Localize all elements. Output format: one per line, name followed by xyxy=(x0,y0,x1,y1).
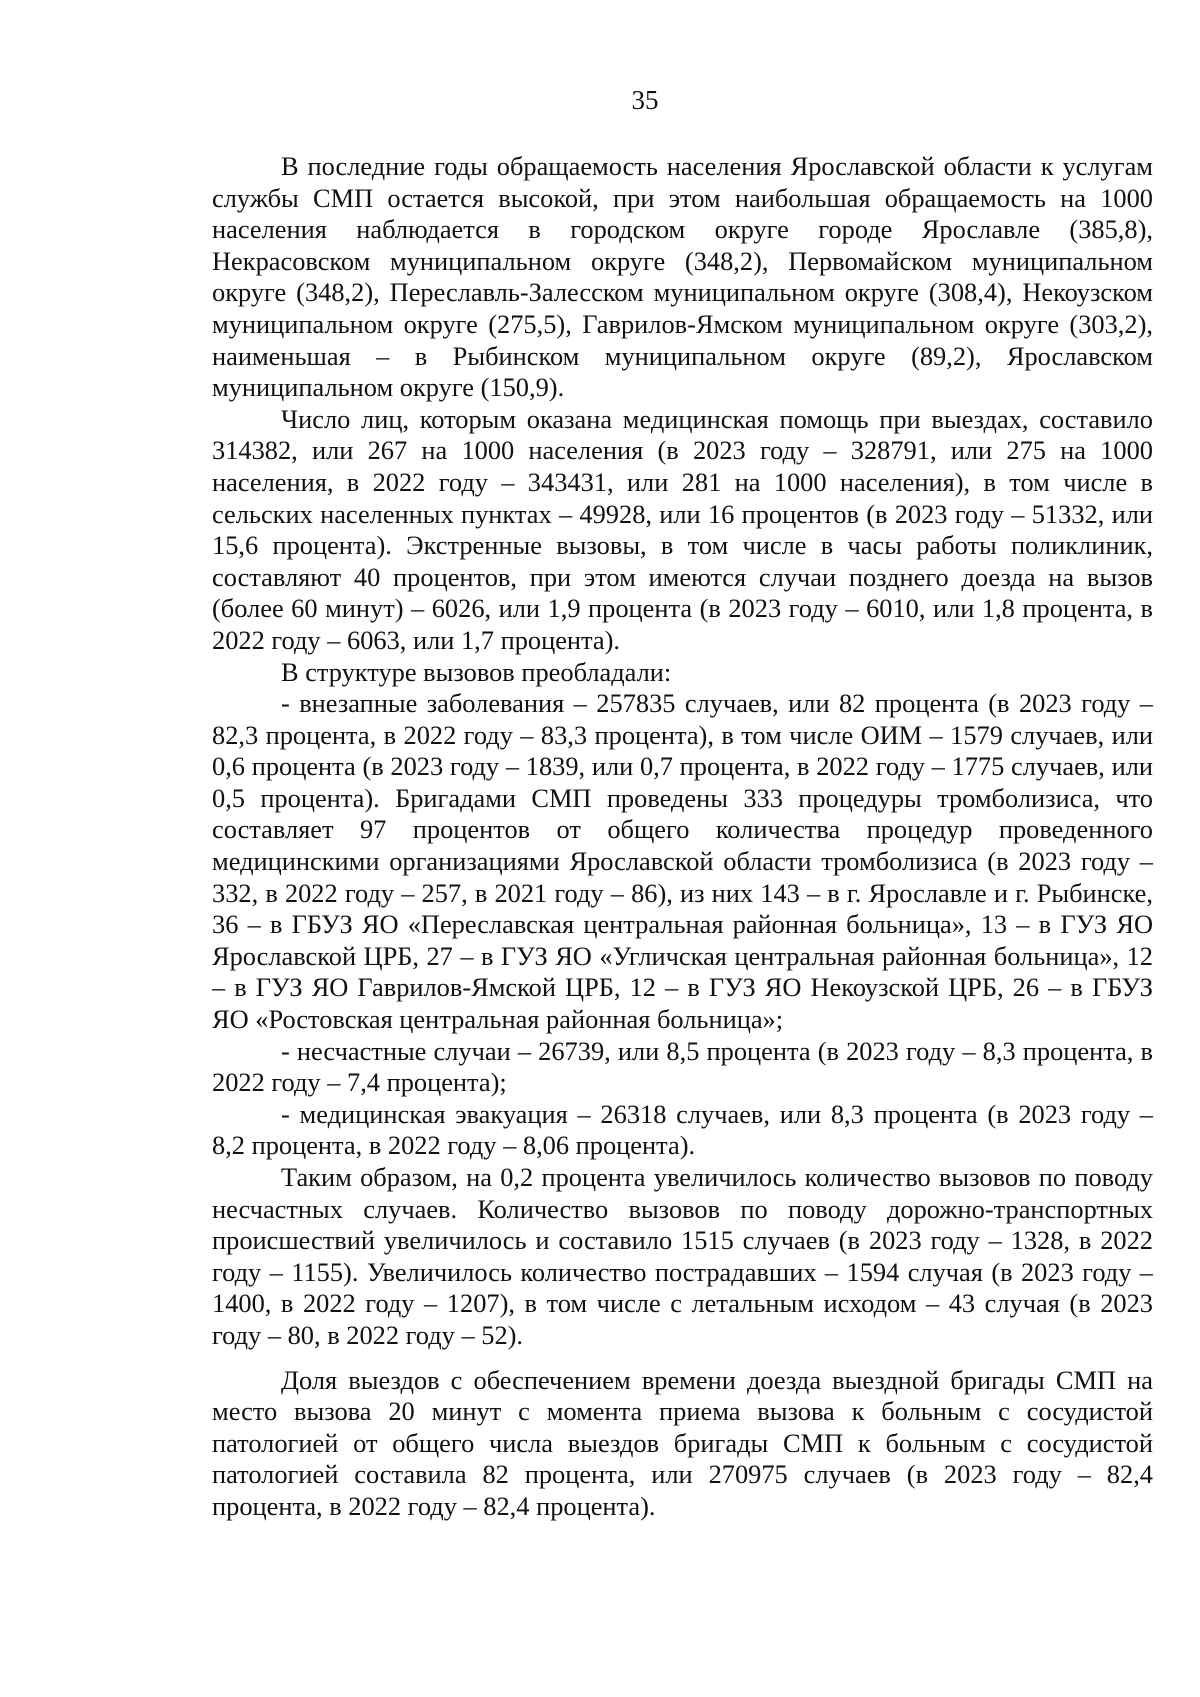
paragraph-call-rate: В последние годы обращаемость населения Ярославской области к услугам службы СМП остается высокой, при этом наибольшая обращаемость на 1000 населения наблюдается в городском округе городе Ярославле (385,8), Некрасовском муниципальном округе (348,2), Первомайском муниципальном округе (348,2), Переславль-Залесском муниципальном округе (308,4), Некоузском муниципальном округе (275,5), Гаврилов-Ямском муниципальном округе (303,2), наименьшая – в Рыбинском муниципальном округе (89,2), Ярославском муниципальном округе (150,9). xyxy=(212,151,1153,403)
list-item-sudden-illness: - внезапные заболевания – 257835 случаев, или 82 процента (в 2023 году – 82,3 процента, в 2022 году – 83,3 процента), в том числе ОИМ – 1579 случаев, или 0,6 процента (в 2023 году – 1839, или 0,7 процента, в 2022 году – 1775 случаев, или 0,5 процента). Бригадами СМП проведены 333 процедуры тромболизиса, что составляет 97 процентов от общего количества процедур проведенного медицинскими организациями Ярославской области тромболизиса (в 2023 году – 332, в 2022 году – 257, в 2021 году – 86), из них 143 – в г. Ярославле и г. Рыбинске, 36 – в ГБУЗ ЯО «Переславская центральная районная больница», 13 – в ГУЗ ЯО Ярославской ЦРБ, 27 – в ГУЗ ЯО «Угличская центральная районная больница», 12 – в ГУЗ ЯО Гаврилов-Ямской ЦРБ, 12 – в ГУЗ ЯО Некоузской ЦРБ, 26 – в ГБУЗ ЯО «Ростовская центральная районная больница»; xyxy=(212,688,1153,1035)
document-body xyxy=(212,151,1153,1523)
list-item-accidents: - несчастные случаи – 26739, или 8,5 процента (в 2023 году – 8,3 процента, в 2022 году – 7,4 процента); xyxy=(212,1035,1153,1098)
paragraph-assisted-persons: Число лиц, которым оказана медицинская помощь при выездах, составило 314382, или 267 на 1000 населения (в 2023 году – 328791, или 275 на 1000 населения, в 2022 году – 343431, или 281 на 1000 населения), в том числе в сельских населенных пунктах – 49928, или 16 процентов (в 2023 году – 51332, или 15,6 процента). Экстренные вызовы, в том числе в часы работы поликлиник, составляют 40 процентов, при этом имеются случаи позднего доезда на вызов (более 60 минут) – 6026, или 1,9 процента (в 2023 году – 6010, или 1,8 процента, в 2022 году – 6063, или 1,7 процента). xyxy=(212,403,1153,655)
paragraph-road-accidents: Таким образом, на 0,2 процента увеличилось количество вызовов по поводу несчастных случаев. Количество вызовов по поводу дорожно-транспортных происшествий увеличилось и составило 1515 случаев (в 2023 году – 1328, в 2022 году – 1155). Увеличилось количество пострадавших – 1594 случая (в 2023 году – 1400, в 2022 году – 1207), в том числе с летальным исходом – 43 случая (в 2023 году – 80, в 2022 году – 52). xyxy=(212,1162,1153,1350)
page-number: 35 xyxy=(631,85,659,115)
paragraph-call-structure-intro: В структуре вызовов преобладали: xyxy=(281,656,672,687)
list-item-medical-evacuation: - медицинская эвакуация – 26318 случаев, или 8,3 процента (в 2023 году – 8,2 процента, в 2022 году – 8,06 процента). xyxy=(212,1098,1153,1161)
paragraph-vascular-response-time: Доля выездов с обеспечением времени доезда выездной бригады СМП на место вызова 20 минут с момента приема вызова к больным с сосудистой патологией от общего числа выездов бригады СМП к больным с сосудистой патологией составила 82 процента, или 270975 случаев (в 2023 году – 82,4 процента, в 2022 году – 82,4 процента). xyxy=(212,1364,1153,1521)
